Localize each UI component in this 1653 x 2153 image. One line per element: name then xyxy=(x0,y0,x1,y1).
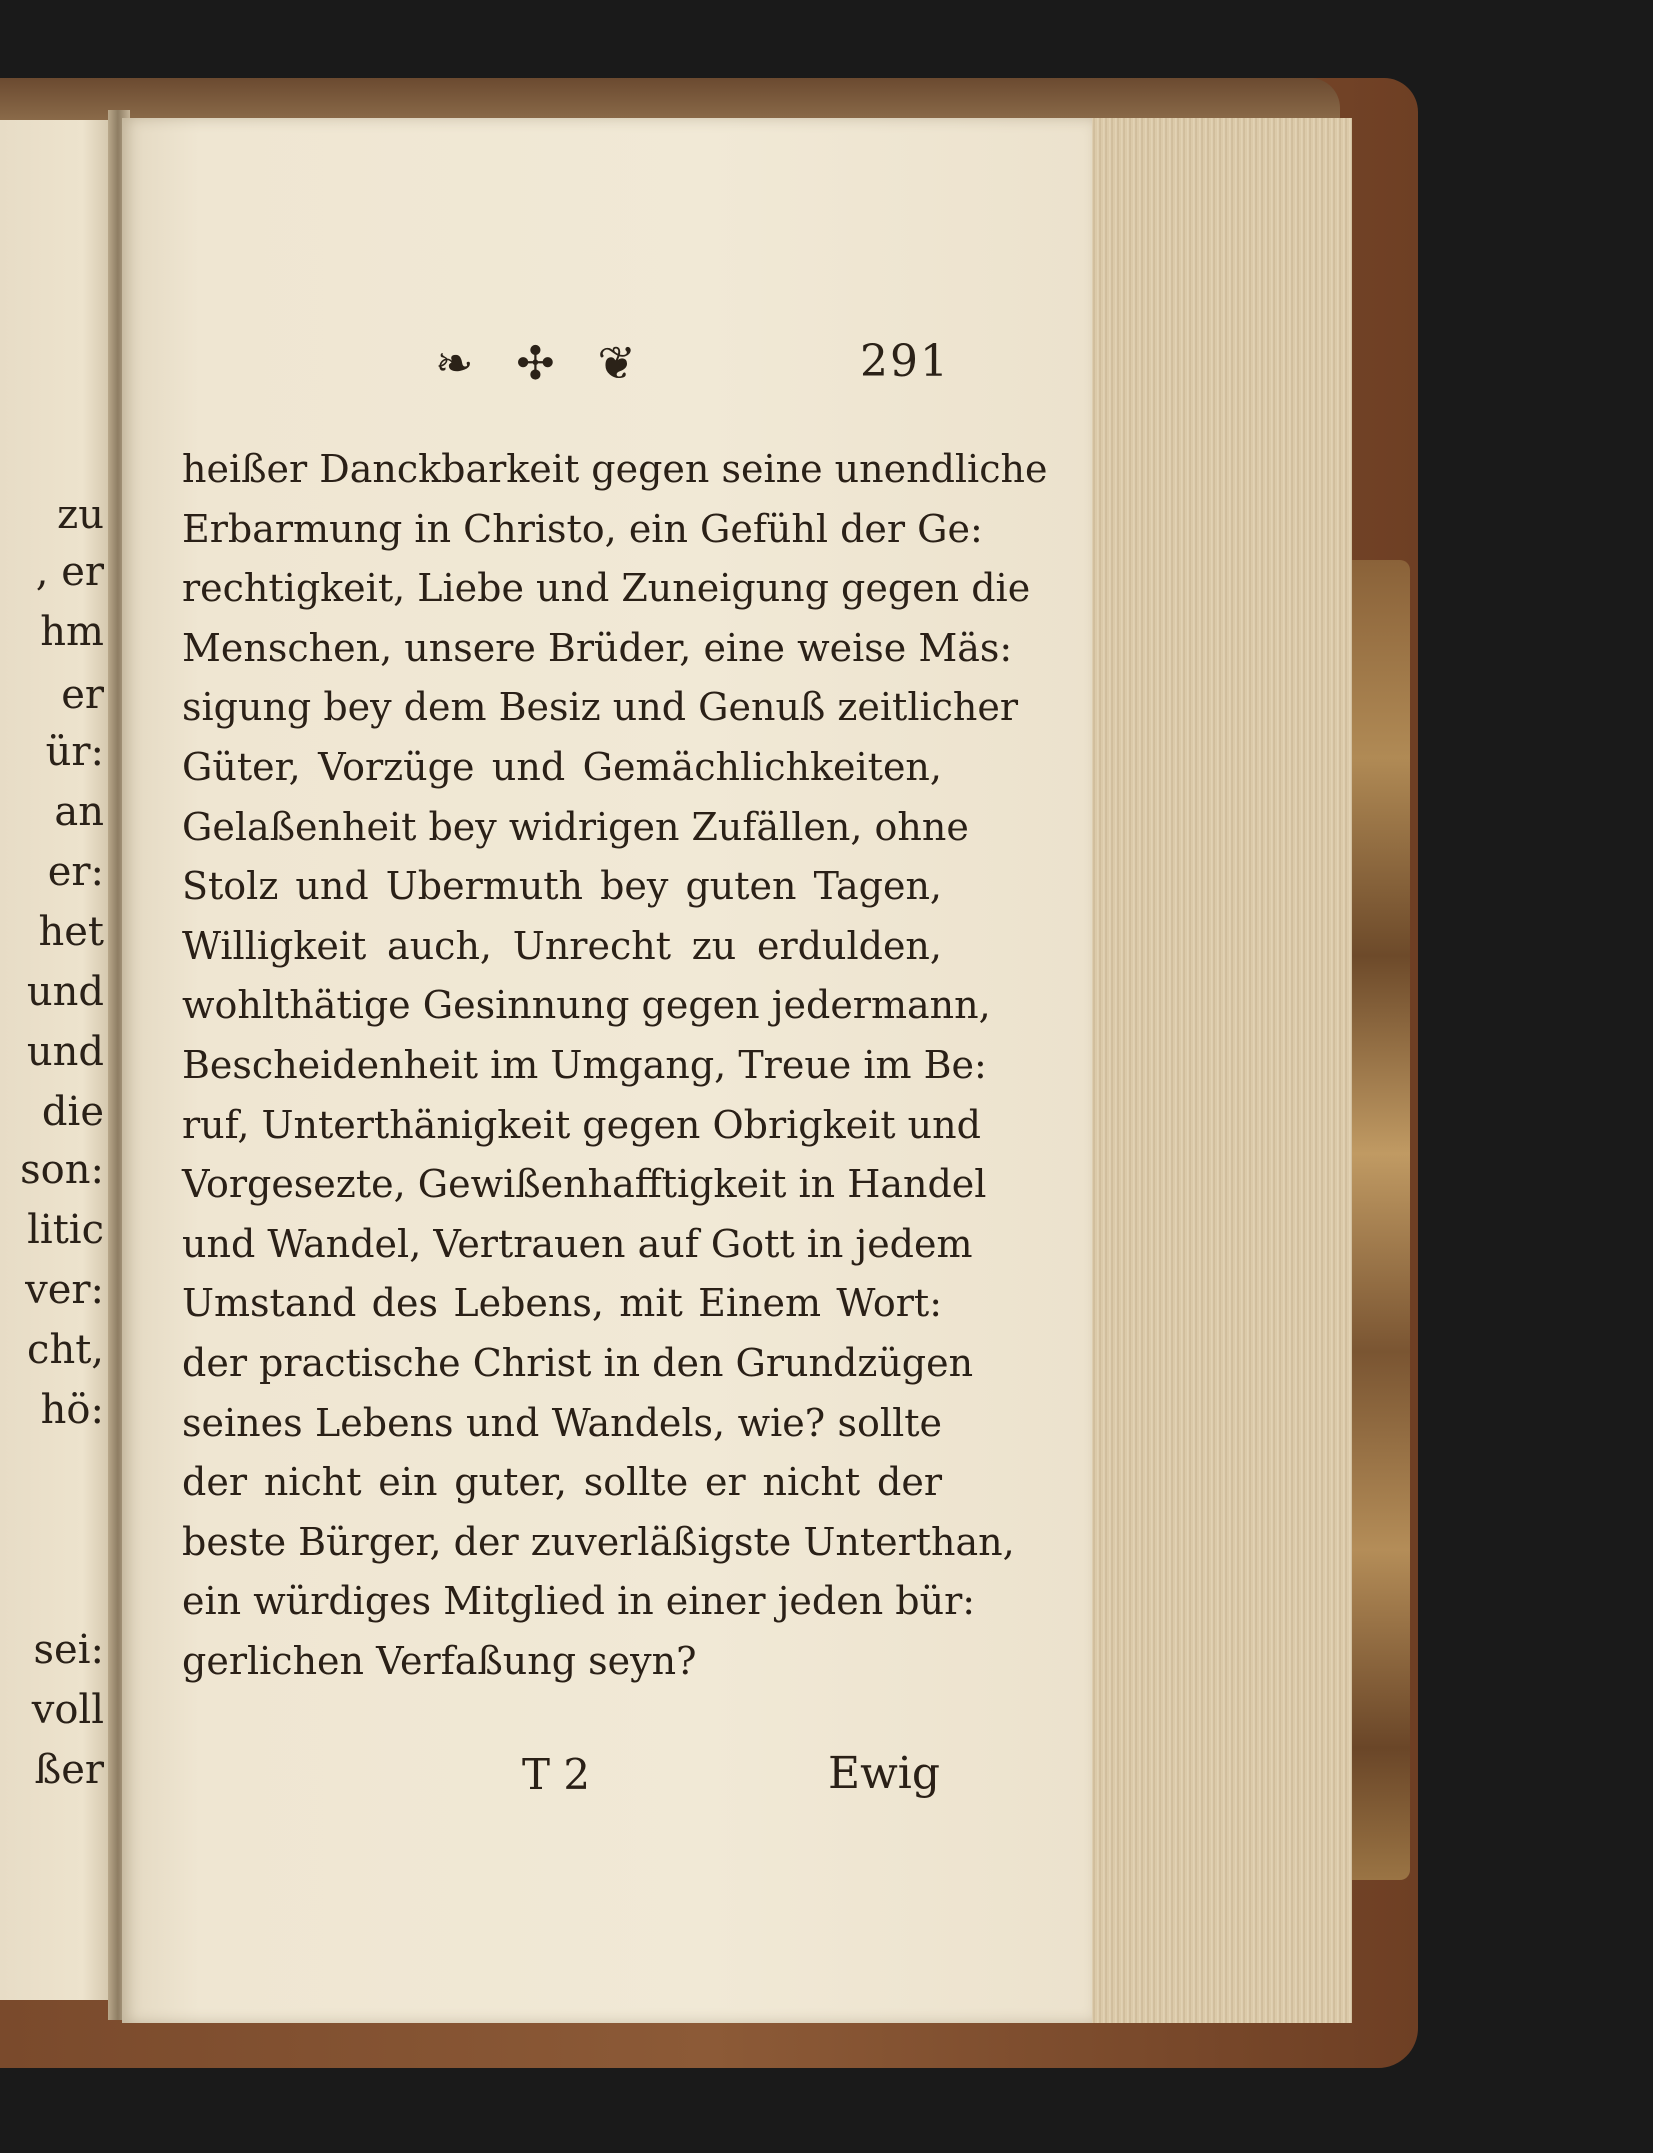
left-fragment: er xyxy=(61,672,104,718)
left-fragment: an xyxy=(54,789,104,835)
text-line: beste Bürger, der zuverläßigste Unterthan, xyxy=(182,1519,1015,1564)
text-line: seines Lebens und Wandels, wie? sollte xyxy=(182,1400,942,1445)
marbled-board xyxy=(1350,560,1410,1880)
left-fragment: hm xyxy=(40,609,104,655)
text-line: heißer Danckbarkeit gegen seine unendliche xyxy=(182,447,1048,491)
left-fragment: ßer xyxy=(34,1747,104,1793)
left-fragment: er: xyxy=(47,849,104,895)
left-fragment: zu xyxy=(57,492,104,538)
left-fragment: voll xyxy=(31,1687,104,1733)
left-fragment: , er xyxy=(35,549,104,595)
text-line: Menschen, unsere Brüder, eine weise Mäs: xyxy=(182,625,1013,670)
left-page-text xyxy=(0,470,112,1793)
text-line: Umstand des Lebens, mit Einem Wort: xyxy=(182,1281,942,1326)
text-line: sigung bey dem Besiz und Genuß zeitlicher xyxy=(182,685,1019,730)
left-fragment: litic xyxy=(27,1207,104,1253)
text-line: ein würdiges Mitglied in einer jeden bür: xyxy=(182,1579,976,1624)
text-line: Erbarmung in Christo, ein Gefühl der Ge: xyxy=(182,506,983,551)
catchword: Ewig xyxy=(828,1748,941,1799)
text-line: Vorgesezte, Gewißenhafftigkeit in Handel xyxy=(182,1162,987,1207)
text-line: und Wandel, Vertrauen auf Gott in jedem xyxy=(182,1221,973,1266)
left-fragment: hö: xyxy=(40,1387,104,1433)
text-line: Stolz und Ubermuth bey guten Tagen, xyxy=(182,864,942,909)
signature-mark: T 2 xyxy=(522,1750,591,1799)
page-block-edge xyxy=(1088,118,1352,2023)
text-line: Willigkeit auch, Unrecht zu erdulden, xyxy=(182,923,942,968)
left-fragment: ür: xyxy=(45,729,104,775)
text-line: Bescheidenheit im Umgang, Treue im Be: xyxy=(182,1042,987,1087)
left-fragment: und xyxy=(26,969,104,1015)
left-fragment: son: xyxy=(20,1147,104,1193)
left-fragment: sei: xyxy=(33,1627,104,1673)
text-line: wohlthätige Gesinnung gegen jedermann, xyxy=(182,983,991,1028)
page-header xyxy=(130,330,950,390)
body-text xyxy=(182,440,1048,1691)
header-ornament: ❧ ✣ ❦ xyxy=(435,336,650,390)
left-fragment: die xyxy=(41,1089,104,1135)
page-number: 291 xyxy=(860,336,950,387)
left-fragment: cht, xyxy=(27,1327,104,1373)
left-fragment: het xyxy=(38,909,104,955)
text-line: ruf, Unterthänigkeit gegen Obrigkeit und xyxy=(182,1102,981,1147)
text-line: der nicht ein guter, sollte er nicht der xyxy=(182,1460,942,1505)
text-line: Güter, Vorzüge und Gemächlichkeiten, xyxy=(182,744,942,789)
left-fragment: und xyxy=(26,1029,104,1075)
text-line: Gelaßenheit bey widrigen Zufällen, ohne xyxy=(182,804,969,849)
text-line: der practische Christ in den Grundzügen xyxy=(182,1340,974,1385)
text-line: rechtigkeit, Liebe und Zuneigung gegen die xyxy=(182,566,1031,611)
text-line: gerlichen Verfaßung seyn? xyxy=(182,1638,697,1683)
left-fragment: ver: xyxy=(25,1267,104,1313)
